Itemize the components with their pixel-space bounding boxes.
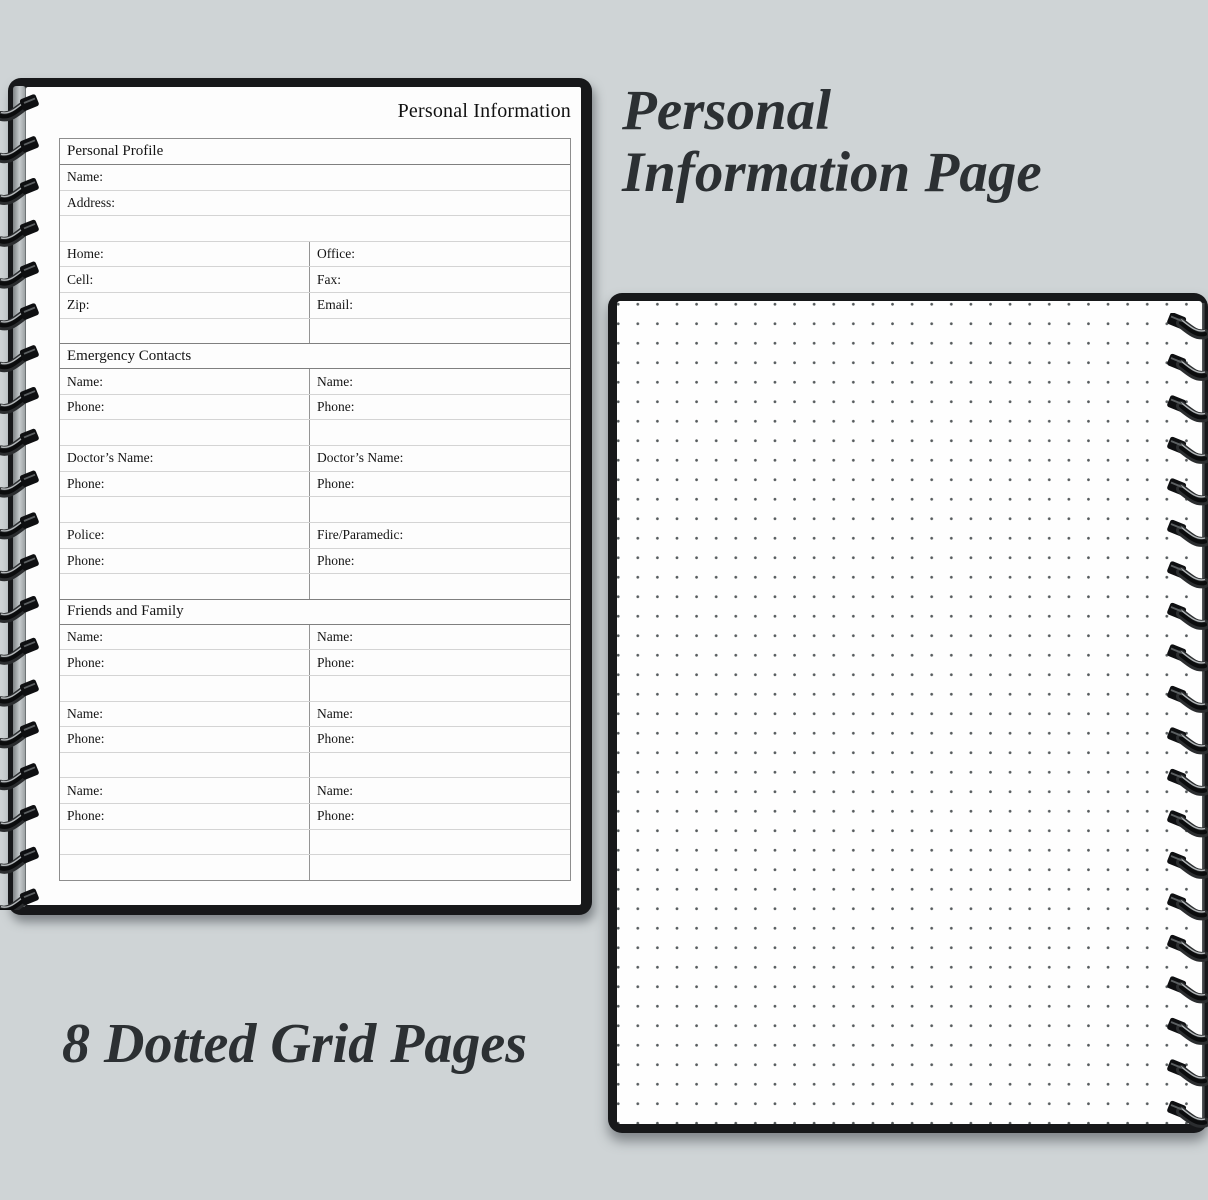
form-empty-cell xyxy=(60,497,310,522)
form-empty-cell xyxy=(310,855,570,880)
dotted-grid-page xyxy=(617,301,1202,1124)
form-empty-cell xyxy=(310,420,570,445)
form-row xyxy=(60,471,570,497)
form-field xyxy=(60,472,310,497)
form-field-label: Name: xyxy=(67,629,103,645)
form-field xyxy=(310,778,570,803)
form-row xyxy=(60,701,570,727)
form-field-label: Name: xyxy=(317,782,353,798)
form-field-label: Name: xyxy=(67,169,103,185)
form-field-label: Zip: xyxy=(67,297,90,313)
form-field xyxy=(60,165,570,190)
form-field xyxy=(310,727,570,752)
form-field-label: Name: xyxy=(317,373,353,389)
page-title: Personal Information xyxy=(397,100,571,122)
personal-info-form xyxy=(59,138,571,881)
form-section-title: Emergency Contacts xyxy=(60,343,570,368)
form-row xyxy=(60,752,570,778)
form-row xyxy=(60,215,570,241)
form-empty-cell xyxy=(60,574,310,599)
form-field-label: Phone: xyxy=(67,654,105,670)
form-field-label: Doctor’s Name: xyxy=(67,450,154,466)
form-field xyxy=(60,625,310,650)
form-field xyxy=(310,549,570,574)
dotted-grid-notebook xyxy=(608,293,1208,1133)
form-row xyxy=(60,164,570,190)
form-empty-cell xyxy=(60,855,310,880)
form-row xyxy=(60,649,570,675)
form-field xyxy=(310,242,570,267)
form-row xyxy=(60,548,570,574)
form-row xyxy=(60,624,570,650)
form-field xyxy=(60,523,310,548)
form-field-label: Phone: xyxy=(317,654,355,670)
form-field xyxy=(310,625,570,650)
form-field-label: Phone: xyxy=(67,476,105,491)
cover-edge xyxy=(1202,303,1205,1123)
form-row xyxy=(60,394,570,420)
form-field xyxy=(60,650,310,675)
form-empty-cell xyxy=(310,497,570,522)
form-field xyxy=(310,293,570,318)
page-edge-strip xyxy=(13,86,26,907)
headline-line-1: Personal xyxy=(622,79,832,142)
form-field xyxy=(60,191,570,216)
form-field xyxy=(310,446,570,471)
form-field xyxy=(60,242,310,267)
form-field xyxy=(60,702,310,727)
form-field xyxy=(60,267,310,292)
form-field xyxy=(310,650,570,675)
form-row xyxy=(60,318,570,344)
form-row xyxy=(60,368,570,394)
form-field xyxy=(310,702,570,727)
form-field xyxy=(310,267,570,292)
form-field-label: Phone: xyxy=(317,399,355,415)
form-field-label: Name: xyxy=(67,782,103,798)
form-row xyxy=(60,496,570,522)
personal-info-notebook xyxy=(8,78,592,915)
form-row xyxy=(60,266,570,292)
form-field-label: Name: xyxy=(67,705,103,721)
form-empty-cell xyxy=(60,216,570,241)
headline-line-2: Information Page xyxy=(622,141,1042,204)
form-field-label: Cell: xyxy=(67,271,94,287)
headline-personal-information-page xyxy=(622,80,1112,204)
form-field xyxy=(60,549,310,574)
form-field-label: Phone: xyxy=(317,552,355,568)
form-field xyxy=(60,395,310,420)
form-field xyxy=(60,727,310,752)
form-field-label: Phone: xyxy=(67,399,105,415)
form-empty-cell xyxy=(310,676,570,701)
form-row xyxy=(60,829,570,855)
form-section-title: Personal Profile xyxy=(67,143,164,159)
form-field xyxy=(310,804,570,829)
form-section-title: Friends and Family xyxy=(60,599,570,624)
form-row xyxy=(60,292,570,318)
form-empty-cell xyxy=(60,319,310,344)
form-field-label: Office: xyxy=(317,246,355,262)
form-field-label: Email: xyxy=(317,297,353,313)
form-row xyxy=(60,419,570,445)
form-empty-cell xyxy=(60,830,310,855)
form-field-label: Phone: xyxy=(317,808,355,824)
form-field xyxy=(310,395,570,420)
form-row xyxy=(60,522,570,548)
form-row xyxy=(60,726,570,752)
form-empty-cell xyxy=(60,753,310,778)
form-empty-cell xyxy=(310,753,570,778)
form-row xyxy=(60,854,570,880)
form-empty-cell xyxy=(310,319,570,344)
form-field-label: Doctor’s Name: xyxy=(317,450,404,466)
form-field xyxy=(60,293,310,318)
form-row xyxy=(60,190,570,216)
form-field xyxy=(310,472,570,497)
form-field-label: Phone: xyxy=(67,552,105,568)
form-field-label: Phone: xyxy=(317,476,355,491)
form-field-label: Name: xyxy=(67,373,103,389)
form-row xyxy=(60,445,570,471)
form-row xyxy=(60,241,570,267)
form-field xyxy=(60,778,310,803)
form-field-label: Phone: xyxy=(67,808,105,824)
personal-info-page xyxy=(26,87,581,905)
form-row xyxy=(60,573,570,599)
form-field-label: Home: xyxy=(67,246,104,262)
form-field xyxy=(310,523,570,548)
form-field-label: Name: xyxy=(317,705,353,721)
form-empty-cell xyxy=(60,420,310,445)
form-field-label: Phone: xyxy=(317,731,355,747)
caption-dotted-grid-pages: 8 Dotted Grid Pages xyxy=(62,1013,528,1075)
form-empty-cell xyxy=(60,676,310,701)
form-empty-cell xyxy=(310,574,570,599)
form-field-label: Fax: xyxy=(317,271,342,287)
form-row xyxy=(60,675,570,701)
form-field-label: Name: xyxy=(317,629,353,645)
form-row xyxy=(60,777,570,803)
form-field-label: Address: xyxy=(67,194,115,210)
form-field-label: Police: xyxy=(67,527,105,543)
form-field-label: Fire/Paramedic: xyxy=(317,527,404,543)
form-field xyxy=(60,369,310,394)
form-field xyxy=(60,446,310,471)
form-field xyxy=(310,369,570,394)
form-row xyxy=(60,803,570,829)
form-field xyxy=(60,804,310,829)
form-field-label: Phone: xyxy=(67,731,105,747)
form-empty-cell xyxy=(310,830,570,855)
